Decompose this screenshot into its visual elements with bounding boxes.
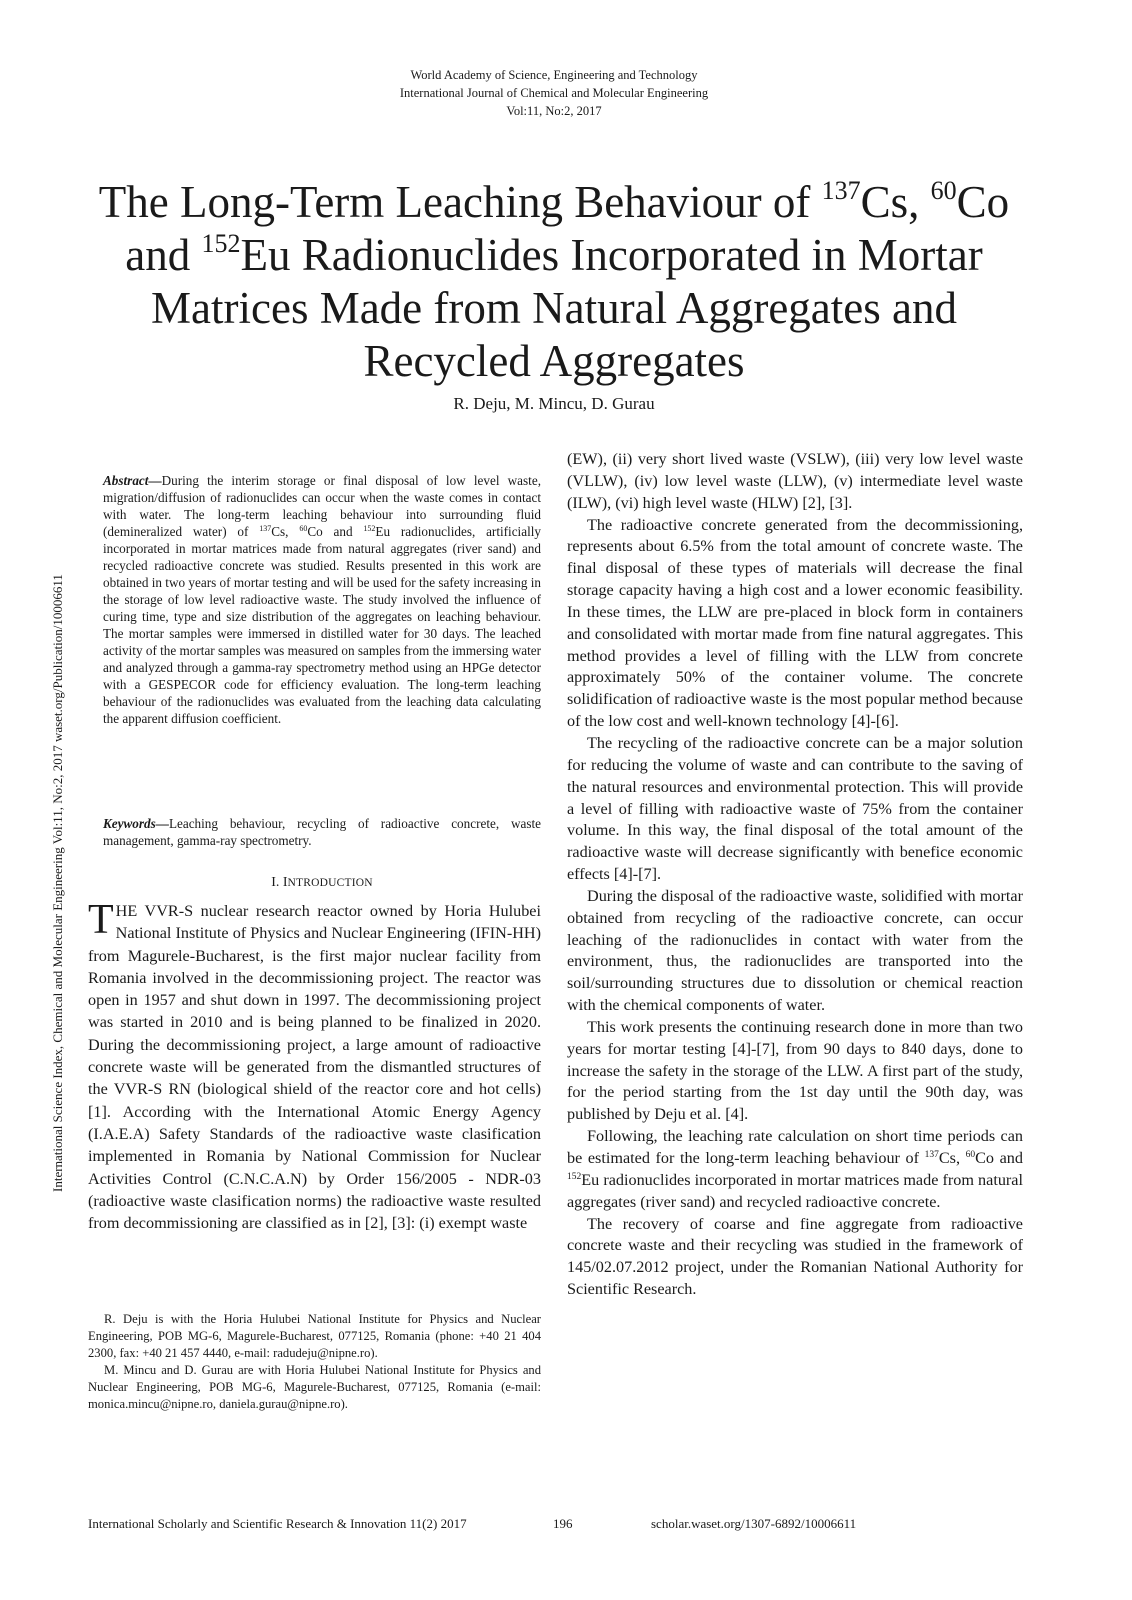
p6-text-a: Following, the leaching rate calculation on short time periods can be estimated for the long-term leaching behaviour of <box>567 1127 1023 1167</box>
abstract-text-2: Cs, <box>271 524 300 539</box>
journal-name: International Journal of Chemical and Molecular Engineering <box>399 86 709 100</box>
abstract-sup-co: 60 <box>299 524 308 533</box>
abstract <box>103 472 541 727</box>
introduction-text <box>88 897 541 1234</box>
footnote-mincu-gurau: M. Mincu and D. Gurau are with Horia Hulubei National Institute for Physics and Nuclear Engineering, POB MG-6, Magurele-Bucharest, 077125, Romania (e-mail: monica.mincu@nipne.ro, daniela.gurau@nipne.ro). <box>88 1363 541 1411</box>
introduction-body: HE VVR-S nuclear research reactor owned by Horia Hulubei National Institute of Physics and Nuclear Engineering (IFIN-HH) from Magurele-Bucharest, is the first major nuclear facility from Romania involved in the decommissioning project. The reactor was open in 1957 and shut down in 1997. The decommissioning project was started in 2010 and is being planned to be finalized in 2020. During the decommissioning project, a large amount of radioactive concrete waste will be generated from the dismantled structures of the VVR-S RN (biological shield of the reactor core and hot cells) [1]. According with the International Atomic Energy Agency (I.A.E.A) Safety Standards of the radioactive waste clasification implemented in Romania by National Commission for Nuclear Activities Control (C.N.C.A.N) by Order 156/2005 - NDR-03 (radioactive waste clasification norms) the radioactive waste resulted from decommissioning are classified as in [2], [3]: (i) exempt waste <box>88 902 541 1233</box>
col2-paragraph-3: The recycling of the radioactive concrete can be a major solution for reducing the volume of waste and can contribute to the saving of the natural resources and environmental protection. This will provide a level of filling with radioactive waste of 75% from the container volume. In this way, the final disposal of the total amount of the radioactive waste will decrease significantly with benefice economic effects [4]-[7]. <box>567 733 1023 884</box>
journal-header <box>0 66 1108 120</box>
p6-sup-co: 60 <box>965 1150 976 1160</box>
p6-text-d: Eu radionuclides incorporated in mortar matrices made from natural aggregates (river sand) and recycled radioactive concrete. <box>567 1170 1023 1211</box>
p6-text-b: Cs, <box>938 1149 966 1167</box>
keywords <box>103 815 541 849</box>
col2-paragraph-5: This work presents the continuing research done in more than two years for mortar testing [4]-[7], from 90 days to 840 days, done to increase the safety in the storage of the LLW. A first part of the study, for the period starting from the 1st day until the 90th day, was published by Deju et al. [4]. <box>567 1017 1023 1124</box>
abstract-label: Abstract <box>103 473 149 488</box>
keywords-dash: — <box>155 816 169 831</box>
footer-left: International Scholarly and Scientific Research & Innovation 11(2) 2017 <box>88 1516 467 1531</box>
section-heading-introduction <box>103 875 541 891</box>
p6-sup-eu: 152 <box>567 1171 582 1182</box>
publisher-name: World Academy of Science, Engineering and Technology <box>410 68 698 82</box>
author-footnotes <box>88 1311 541 1413</box>
right-column <box>567 449 1023 1301</box>
abstract-text-4: Eu radionuclides, artificially incorporated in mortar matrices made from natural aggregates (river sand) and recycled radioactive concrete was studied. Results presented in this work are obtained in two years of mortar testing and will be used for the safety increasing in the storage of low level radioactive waste. The study involved the influence of curing time, type and size distribution of the aggregates on leaching behaviour. The mortar samples were immersed in distilled water for 30 days. The leached activity of the mortar samples was measured on samples from the immersing water and analyzed through a gamma-ray spectrometry method using an HPGe detector with a GESPECOR code for efficiency evaluation. The long-term leaching behaviour of the radionuclides was evaluated from the leaching data calculating the apparent diffusion coefficient. <box>103 524 541 726</box>
abstract-text-3: Co and <box>307 524 364 539</box>
footer-right: scholar.waset.org/1307-6892/10006611 <box>651 1516 857 1531</box>
authors: R. Deju, M. Mincu, D. Gurau <box>453 394 655 413</box>
volume-info: Vol:11, No:2, 2017 <box>506 104 602 118</box>
section-initial: I <box>282 875 288 890</box>
abstract-text-1: During the interim storage or final disposal of low level waste, migration/diffusion of radionuclides can occur when the waste comes in contact with water. The long-term leaching behaviour into surrounding fluid (demineralized water) of <box>103 473 541 539</box>
col2-paragraph-7: The recovery of coarse and fine aggregate from radioactive concrete waste and their recycling was studied in the framework of 145/02.07.2012 project, under the Romanian National Authority for Scientific Research. <box>567 1214 1023 1299</box>
drop-cap: T <box>88 897 114 943</box>
keywords-text: Leaching behaviour, recycling of radioactive concrete, waste management, gamma-ray spectrometry. <box>103 816 541 848</box>
p6-text-c: Co and <box>975 1149 1023 1167</box>
title-sup-co: 60 <box>930 176 957 205</box>
abstract-sup-eu: 152 <box>363 524 376 533</box>
sidebar-index-text: International Science Index, Chemical and Molecular Engineering Vol:11, No:2, 2017 waset.org/Publication/10006611 <box>50 574 65 1192</box>
p6-sup-cs: 137 <box>924 1150 939 1160</box>
paper-title <box>80 176 1028 388</box>
title-part-3: Co and <box>125 177 1010 280</box>
col2-paragraph-4: During the disposal of the radioactive waste, solidified with mortar obtained from recycling of the radioactive concrete, can occur leaching of the radionuclides in contact with water from the environment, thus, the radionuclides are transported into the soil/surrounding structures due to dissolution or chemical reaction with the chemical components of water. <box>567 886 1023 1015</box>
title-part-2: Cs, <box>860 177 931 227</box>
title-sup-cs: 137 <box>821 176 861 205</box>
section-numeral: I. <box>271 875 283 890</box>
title-part-1: The Long-Term Leaching Behaviour of <box>98 177 822 227</box>
col2-paragraph-1: (EW), (ii) very short lived waste (VSLW), (iii) very low level waste (VLLW), (iv) low level waste (LLW), (v) intermediate level waste (ILW), (vi) high level waste (HLW) [2], [3]. <box>567 450 1023 512</box>
col2-paragraph-2: The radioactive concrete generated from the decommissioning, represents about 6.5% from the total amount of concrete waste. The final disposal of these types of materials will decrease the final storage capacity having a high cost and a lower economic feasibility. In these times, the LLW are pre-placed in block form in containers and consolidated with mortar made from fine natural aggregates. This method provides a level of filling with the LLW from concrete approximately 50% of the container volume. The concrete solidification of radioactive waste is the most popular method because of the low cost and well-known technology [4]-[6]. <box>567 515 1023 731</box>
section-title-rest: NTRODUCTION <box>287 877 373 889</box>
title-sup-eu: 152 <box>201 229 241 258</box>
abstract-dash: — <box>148 473 162 488</box>
abstract-sup-cs: 137 <box>259 524 272 533</box>
keywords-label: Keywords <box>103 816 156 831</box>
title-part-4: Eu Radionuclides Incorporated in Mortar Matrices Made from Natural Aggregates and Recycled Aggregates <box>151 230 983 386</box>
page-number: 196 <box>553 1516 573 1531</box>
footnote-deju: R. Deju is with the Horia Hulubei National Institute for Physics and Nuclear Engineering, POB MG-6, Magurele-Bucharest, 077125, Romania (phone: +40 21 404 2300, fax: +40 21 457 4440, e-mail: radudeju@nipne.ro). <box>88 1312 541 1360</box>
col2-paragraph-6 <box>567 1126 1023 1213</box>
